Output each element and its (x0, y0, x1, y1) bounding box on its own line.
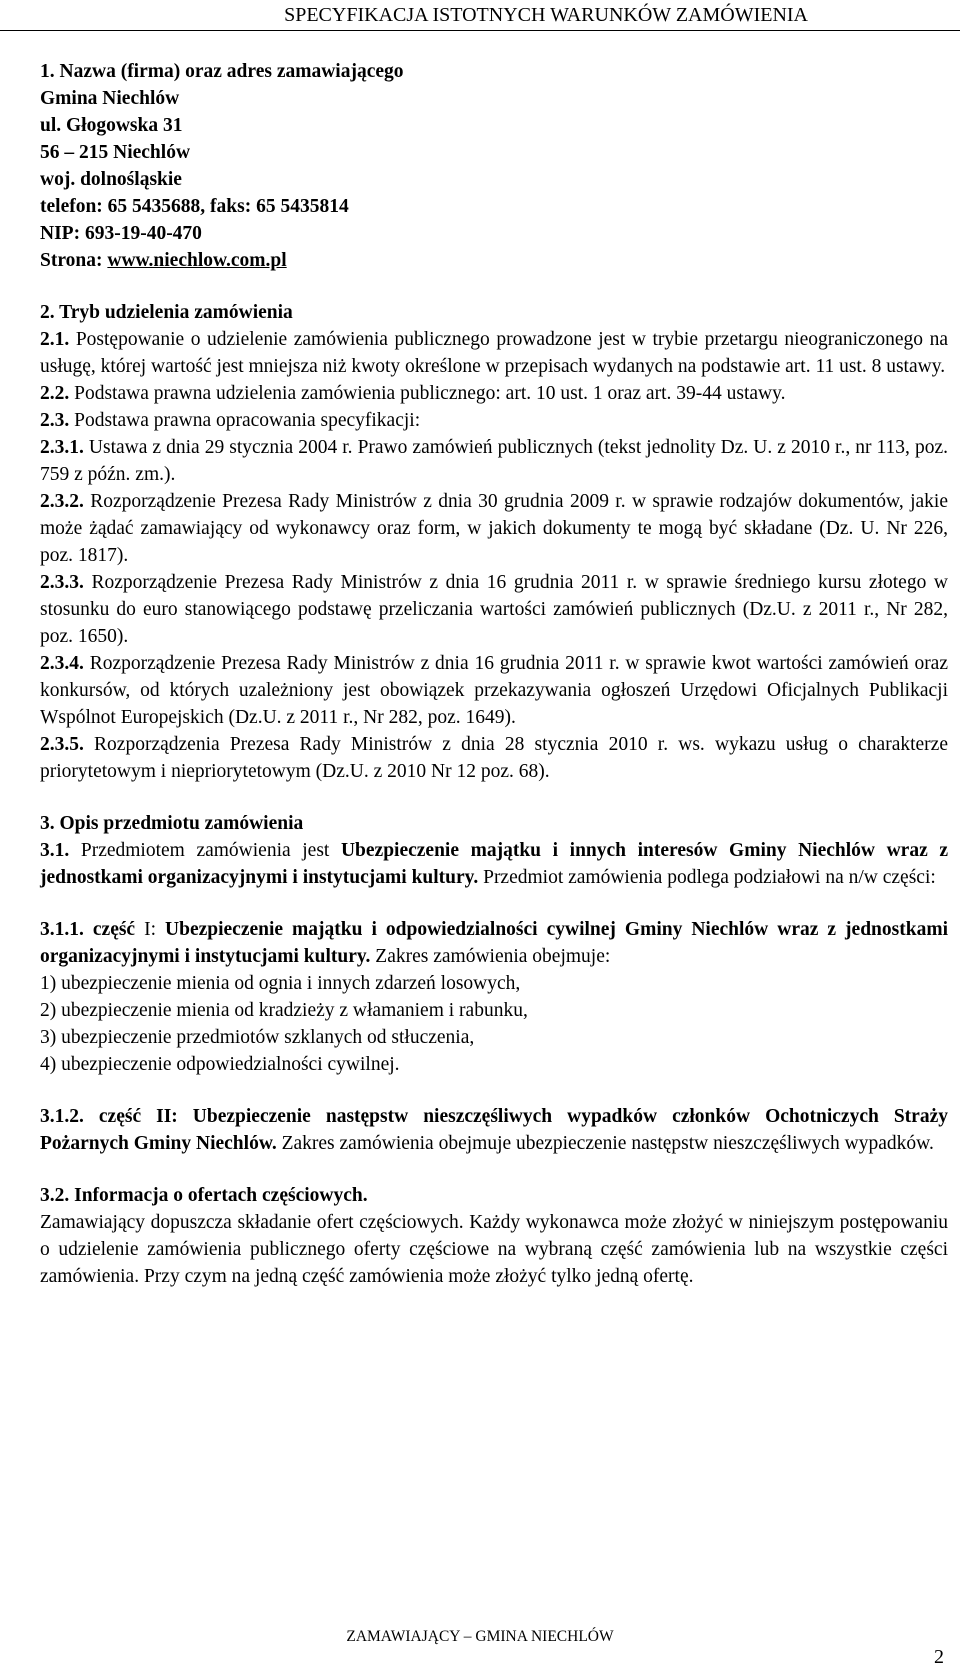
paragraph-number: 3.1. (40, 840, 70, 861)
section-3-heading: 3. Opis przedmiotu zamówienia (40, 813, 304, 834)
paragraph-number: 2.3.5. (40, 734, 84, 755)
paragraph-number: 2.2. (40, 383, 70, 404)
website-label: Strona: (40, 250, 108, 271)
website-line (40, 247, 948, 274)
paragraph-text: Zakres zamówienia obejmuje: (370, 946, 611, 967)
paragraph-number: 2.3. (40, 410, 70, 431)
paragraph-text: Rozporządzenie Prezesa Rady Ministrów z dnia 30 grudnia 2009 r. w sprawie rodzajów dokumentów, jakie może żądać zamawiający od wykonawcy oraz form, w jakich dokumenty te mogą być składane (Dz. U. Nr 226, poz. 1817). (40, 491, 948, 566)
address-line: woj. dolnośląskie (40, 169, 182, 190)
section-1 (40, 58, 948, 274)
section-1-heading: 1. Nazwa (firma) oraz adres zamawiającego (40, 61, 404, 82)
page-number: 2 (934, 1646, 944, 1668)
list-item: 4) ubezpieczenie odpowiedzialności cywilnej. (40, 1054, 400, 1075)
paragraph-number: 3.1.2. (40, 1106, 84, 1127)
paragraph-2-3-2 (40, 488, 948, 569)
paragraph-3-2-heading: 3.2. Informacja o ofertach częściowych. (40, 1185, 368, 1206)
paragraph-text: Ustawa z dnia 29 stycznia 2004 r. Prawo zamówień publicznych (tekst jednolity Dz. U. z 2010 r., nr 113, poz. 759 z późn. zm.). (40, 437, 948, 485)
paragraph-2-1 (40, 326, 948, 380)
document-body (40, 58, 948, 1290)
section-2-heading: 2. Tryb udzielenia zamówienia (40, 302, 293, 323)
paragraph-emphasis: Ubezpieczenie majątku i odpowiedzialności cywilnej Gminy Niechlów wraz z jednostkami organizacyjnymi i instytucjami kultury. (40, 919, 948, 967)
list-item: 2) ubezpieczenie mienia od kradzieży z włamaniem i rabunku, (40, 1000, 528, 1021)
paragraph-number: 3.1.1. (40, 919, 84, 940)
list-item: 1) ubezpieczenie mienia od ognia i innych zdarzeń losowych, (40, 973, 521, 994)
paragraph-text: Podstawa prawna udzielenia zamówienia publicznego: art. 10 ust. 1 oraz art. 39-44 ustawy. (69, 383, 786, 404)
spacer (40, 274, 948, 299)
paragraph-2-3-3 (40, 569, 948, 650)
paragraph-number: 2.3.2. (40, 491, 84, 512)
spacer (40, 1157, 948, 1182)
running-footer: ZAMAWIAJĄCY – GMINA NIECHLÓW (346, 1628, 614, 1645)
paragraph-text: Rozporządzenie Prezesa Rady Ministrów z dnia 16 grudnia 2011 r. w sprawie średniego kursu złotego w stosunku do euro stanowiącego podstawę przeliczania wartości zamówień publicznych (Dz.U. z 2011 r., Nr 282, poz. 1650). (40, 572, 948, 647)
address-line: Gmina Niechlów (40, 88, 180, 109)
paragraph-text: Podstawa prawna opracowania specyfikacji: (69, 410, 421, 431)
header-rule (0, 30, 960, 31)
address-line: NIP: 693-19-40-470 (40, 223, 202, 244)
paragraph-2-3-4 (40, 650, 948, 731)
spacer (40, 1078, 948, 1103)
website-link[interactable]: www.niechlow.com.pl (107, 250, 287, 271)
paragraph-number: 2.1. (40, 329, 70, 350)
paragraph-text: I: (144, 919, 157, 940)
paragraph-2-3 (40, 407, 948, 434)
paragraph-number: 2.3.4. (40, 653, 84, 674)
running-header: SPECYFIKACJA ISTOTNYCH WARUNKÓW ZAMÓWIENIA (284, 4, 808, 26)
paragraph-3-1-2 (40, 1103, 948, 1157)
paragraph-text: Przedmiotem zamówienia jest (69, 840, 341, 861)
paragraph-text: Rozporządzenie Prezesa Rady Ministrów z dnia 16 grudnia 2011 r. w sprawie kwot wartości zamówień oraz konkursów, od których uzależniony jest obowiązek przekazywania ogłoszeń Urzędowi Oficjalnych Publikacji Wspólnot Europejskich (Dz.U. z 2011 r., Nr 282, poz. 1649). (40, 653, 948, 728)
paragraph-3-2: Zamawiający dopuszcza składanie ofert częściowych. Każdy wykonawca może złożyć w niniejszym postępowaniu o udzielenie zamówienia publicznego oferty częściowe na wybraną część zamówienia lub na wszystkie części zamówienia. Przy czym na jedną część zamówienia może złożyć tylko jedną ofertę. (40, 1212, 948, 1287)
paragraph-emphasis: część II: Ubezpieczenie następstw nieszczęśliwych wypadków członków Ochotniczych Straży Pożarnych Gminy Niechlów. (40, 1106, 948, 1154)
paragraph-emphasis: Ubezpieczenie majątku i innych interesów Gminy Niechlów wraz z jednostkami organizacyjnymi i instytucjami kultury. (40, 840, 948, 888)
spacer (40, 785, 948, 810)
list-item: 3) ubezpieczenie przedmiotów szklanych od stłuczenia, (40, 1027, 475, 1048)
paragraph-3-1-1 (40, 916, 948, 970)
spacer (40, 891, 948, 916)
paragraph-2-2 (40, 380, 948, 407)
paragraph-number: 2.3.3. (40, 572, 84, 593)
paragraph-2-3-1 (40, 434, 948, 488)
address-line: 56 – 215 Niechlów (40, 142, 191, 163)
paragraph-2-3-5 (40, 731, 948, 785)
paragraph-number: 2.3.1. (40, 437, 84, 458)
paragraph-emphasis: część (83, 919, 145, 940)
paragraph-text: Zakres zamówienia obejmuje ubezpieczenie następstw nieszczęśliwych wypadków. (276, 1133, 934, 1154)
paragraph-text: Przedmiot zamówienia podlega podziałowi na n/w części: (478, 867, 936, 888)
address-line: ul. Głogowska 31 (40, 115, 183, 136)
paragraph-text: Rozporządzenia Prezesa Rady Ministrów z dnia 28 stycznia 2010 r. ws. wykazu usług o charakterze priorytetowym i niepriorytetowym (Dz.U. z 2010 Nr 12 poz. 68). (40, 734, 948, 782)
scope-list (40, 970, 948, 1078)
address-line: telefon: 65 5435688, faks: 65 5435814 (40, 196, 349, 217)
paragraph-text: Postępowanie o udzielenie zamówienia publicznego prowadzone jest w trybie przetargu nieograniczonego na usługę, której wartość jest mniejsza niż kwoty określone w przepisach wydanych na podstawie art. 11 ust. 8 ustawy. (40, 329, 948, 377)
paragraph-3-1 (40, 837, 948, 891)
